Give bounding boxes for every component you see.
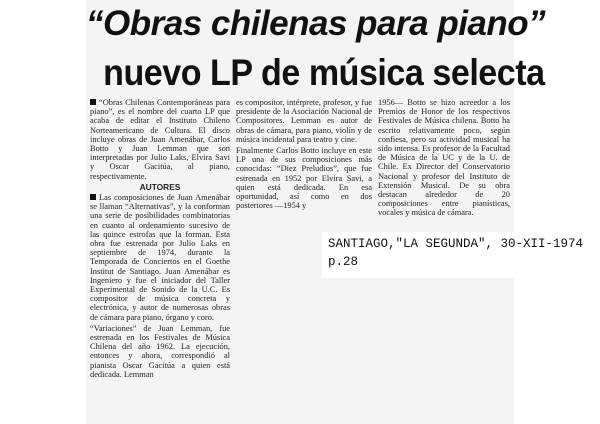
- headline-line-1: “Obras chilenas para piano”: [86, 4, 546, 43]
- article-paragraph: [378, 98, 510, 218]
- paragraph-text: “Obras Chilenas Contemporáneas para piano”, es el nombre del cuarto LP que acaba de editar el Instituto Chileno Norteamericano de Cultura. El disco incluye obras de Juan Amenábar, Carlos Botto y Juan Lemman que son interpretadas por Julio Laks, Elvira Savi y Oscar Gacitúa, al piano, respectivamente.: [90, 98, 230, 181]
- article-paragraph: [236, 98, 372, 144]
- article-paragraph: [90, 193, 230, 322]
- article-paragraph: [90, 98, 230, 181]
- source-caption: [322, 232, 584, 278]
- section-subhead: AUTORES: [139, 181, 181, 192]
- paragraph-text: Finalmente Carlos Botto incluye en este LP una de sus composiciones más conocidas: “Diez Preludios”, que fue estrenada en 1952 por Elvira Savi, a quien está dedicada. En esa oportunidad, así como en dos posteriores —1954 y: [236, 146, 372, 211]
- paragraph-text: es compositor, intérprete, profesor, y fue presidente de la Asociación Nacional de Compositores. Lemman es autor de obras de cámara, para piano, violín y de música incidental para teatro y cine.: [236, 98, 372, 144]
- article-paragraph: [236, 146, 372, 210]
- source-page: p.28: [328, 255, 359, 269]
- headline-line-2: nuevo LP de música selecta: [103, 52, 545, 93]
- article-column-1: [90, 98, 230, 381]
- article-column-2: [236, 98, 372, 212]
- paragraph-text: “Variaciones” de Juan Lemman, fue estrenada en los Festivales de Música Chilena del año 1962. La ejecución, entonces y ahora, correspondió al pianista Oscar Gacitúa a quien está dedicada. Lemman: [90, 323, 230, 379]
- bullet-square-icon: [90, 194, 96, 200]
- article-column-3: [378, 98, 510, 220]
- source-citation: SANTIAGO,"LA SEGUNDA", 30-XII-1974: [328, 237, 584, 251]
- article-paragraph: [90, 324, 230, 379]
- paragraph-text: Las composiciones de Juan Amenábar se llaman “Alternativas”, y la conforman una serie de posibilidades combinatorias en cuanto al ordenamiento sucesivo de las quince estrofas que la forman. Esta obra fue estrenada por Julio Laks en septiembre de 1974, durante la Temporada de Conciertos en el Goethe Institut de Santiago. Juan Amenábar es Ingeniero y fue el iniciador del Taller Experimental de Sonido de la U.C. Es compositor de música concreta y electrónica, y autor de numerosas obras de cámara para piano, órgano y coro.: [90, 193, 230, 322]
- bullet-square-icon: [90, 99, 96, 105]
- paragraph-text: 1956— Botto se hizo acreedor a los Premios de Honor de los respectivos Festivales de Música chilena. Botto ha escrito relativamente poco, según confiesa, pero su actividad musical ha sido intensa. Es profesor de la Facultad de Música de la UC y de la U. de Chile. Ex Director del Conservatorio Nacional y profesor del Instituto de Extensión Musical. De su obra destacan alrededor de 20 composiciones entre pianísticas, vocales y música de cámara.: [378, 98, 510, 218]
- newspaper-clipping: [86, 0, 584, 424]
